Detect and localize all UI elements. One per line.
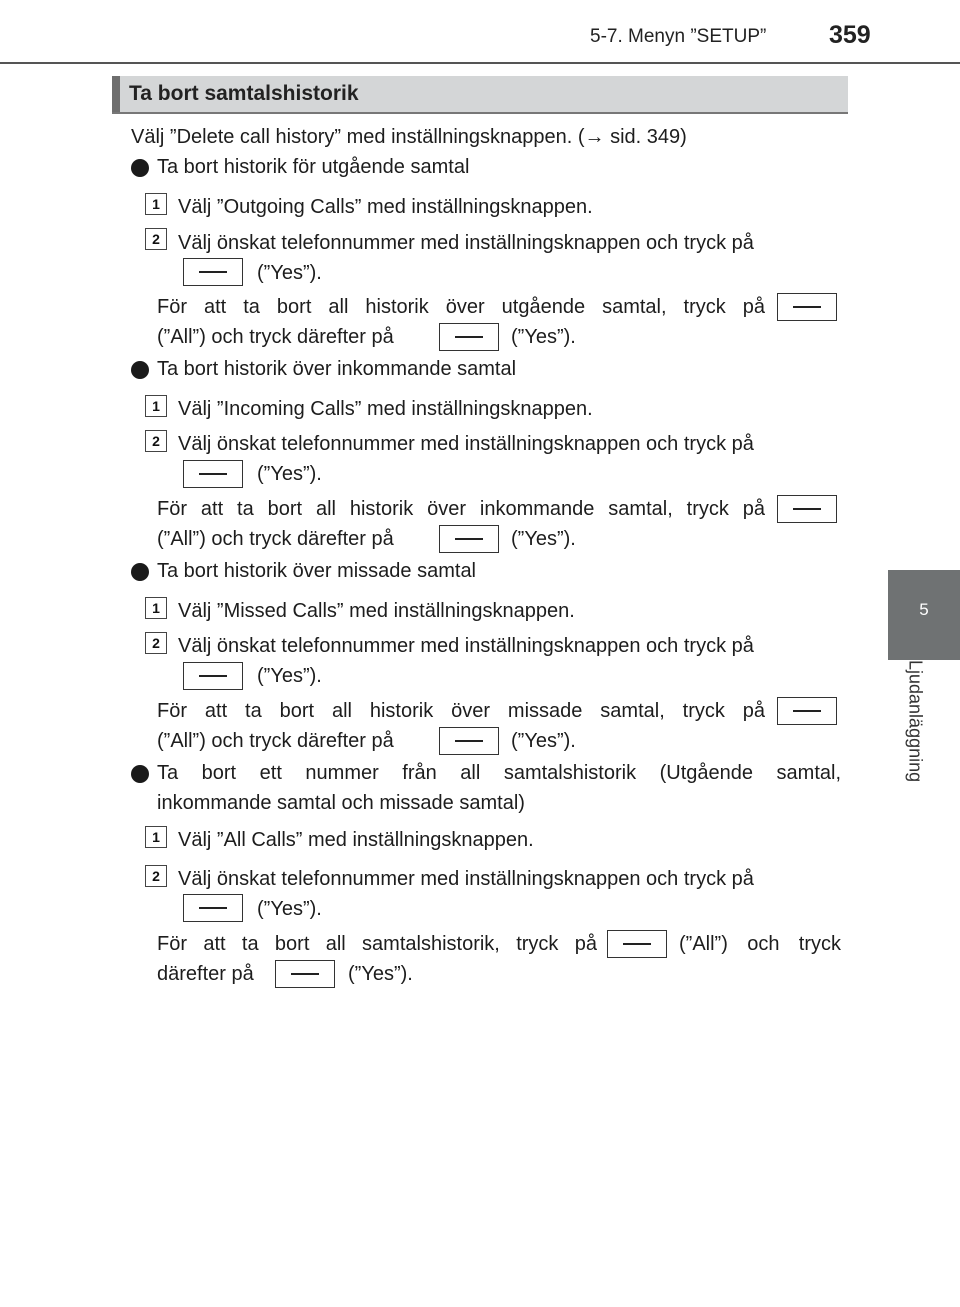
intro-text: Välj ”Delete call history” med inställningsknappen. (→ sid. 349) [131,126,687,148]
step-text: Välj önskat telefonnummer med inställningsknappen och tryck på [178,232,754,254]
step-number-2: 2 [145,865,167,887]
step-text: Välj önskat telefonnummer med inställningsknappen och tryck på [178,868,754,890]
yes-text: (”Yes”). [511,326,576,348]
yes-text: (”Yes”). [511,528,576,550]
bullet-heading: Ta bort ett nummer från all samtalshistorik (Utgående samtal, [157,762,841,784]
yes-text: (”Yes”). [257,463,322,485]
step-text: Välj ”Incoming Calls” med inställningsknappen. [178,398,593,420]
yes-text: (”Yes”). [257,665,322,687]
dash-key-icon [439,525,499,553]
dash-key-icon [777,293,837,321]
step-number-2: 2 [145,228,167,250]
note-text: (”All”) och tryck därefter på [157,326,394,348]
note-text: För att ta bort all historik över inkommande samtal, tryck på [157,498,765,520]
section-heading: 5-7. Menyn ”SETUP” [590,26,767,47]
dash-key-icon [439,727,499,755]
yes-text: (”Yes”). [511,730,576,752]
note-text: därefter på [157,963,254,985]
dash-key-icon [275,960,335,988]
bullet-heading: Ta bort historik över inkommande samtal [157,358,517,380]
step-text: Välj ”All Calls” med inställningsknappen. [178,829,534,851]
dash-key-icon [183,258,243,286]
step-text: Välj önskat telefonnummer med inställningsknappen och tryck på [178,433,754,455]
step-number-2: 2 [145,632,167,654]
dash-key-icon [183,662,243,690]
dash-key-icon [183,460,243,488]
bullet-icon [131,159,149,177]
dash-key-icon [777,495,837,523]
header-divider [0,62,960,64]
dash-key-icon [439,323,499,351]
section-title: Ta bort samtalshistorik [129,82,359,105]
chapter-number: 5 [919,600,929,619]
bullet-heading: Ta bort historik över missade samtal [157,560,477,582]
title-marker [112,76,120,112]
step-text: Välj ”Missed Calls” med inställningsknappen. [178,600,575,622]
step-number-1: 1 [145,597,167,619]
bullet-icon [131,563,149,581]
note-text: För att ta bort all samtalshistorik, tryck på [157,933,597,955]
dash-key-icon [777,697,837,725]
dash-key-icon [607,930,667,958]
note-text: (”All”) och tryck [679,933,841,955]
chapter-tab [888,570,960,660]
bullet-icon [131,361,149,379]
step-text: Välj önskat telefonnummer med inställningsknappen och tryck på [178,635,754,657]
page-number: 359 [829,21,871,49]
bullet-heading: inkommande samtal och missade samtal) [157,792,525,814]
bullet-heading: Ta bort historik för utgående samtal [157,156,470,178]
note-text: För att ta bort all historik över utgående samtal, tryck på [157,296,765,318]
yes-text: (”Yes”). [257,262,322,284]
dash-key-icon [183,894,243,922]
note-text: (”All”) och tryck därefter på [157,730,394,752]
yes-text: (”Yes”). [348,963,413,985]
step-number-2: 2 [145,430,167,452]
bullet-icon [131,765,149,783]
step-number-1: 1 [145,826,167,848]
chapter-label: Ljudanläggning [905,660,926,783]
step-number-1: 1 [145,193,167,215]
step-text: Välj ”Outgoing Calls” med inställningsknappen. [178,196,593,218]
step-number-1: 1 [145,395,167,417]
note-text: (”All”) och tryck därefter på [157,528,394,550]
yes-text: (”Yes”). [257,898,322,920]
note-text: För att ta bort all historik över missade samtal, tryck på [157,700,765,722]
